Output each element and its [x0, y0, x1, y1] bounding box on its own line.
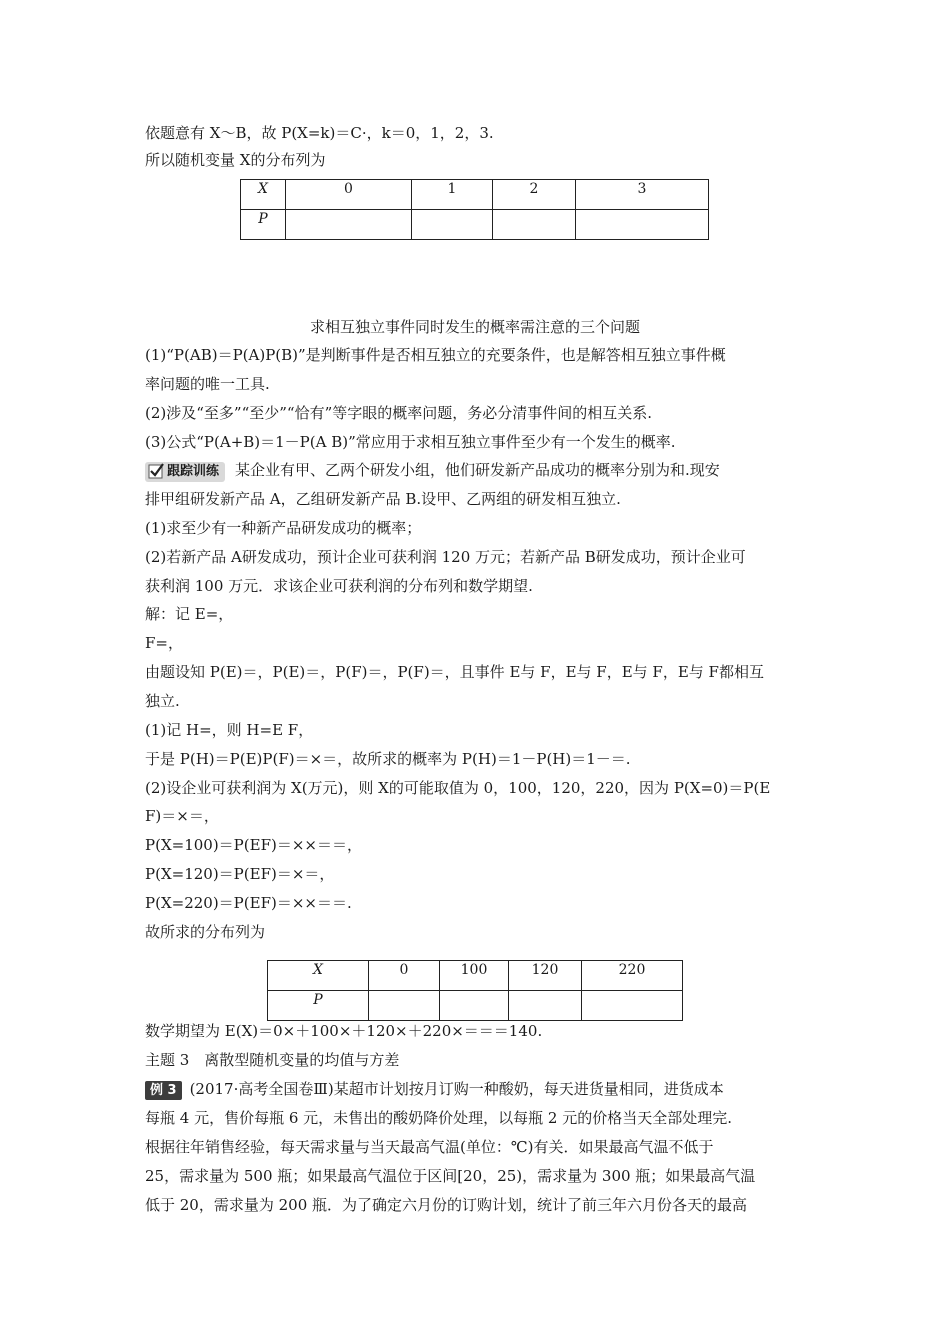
example-badge: 例 3 — [145, 1081, 182, 1100]
text-line: (1)“P(AB)＝P(A)P(B)”是判断事件是否相互独立的充要条件，也是解答相互独立事件概 — [145, 346, 726, 364]
text-line: (1)记 H=，则 H=E F， — [145, 721, 314, 739]
text-line: (2)设企业可获利润为 X(万元)，则 X的可能取值为 0，100，120，220，因为 P(X=0)＝P(E — [145, 779, 771, 797]
follow-training-label: 跟踪训练 — [167, 464, 220, 479]
text-line: F)＝×＝， — [145, 807, 219, 825]
text-line: 于是 P(H)＝P(E)P(F)＝×＝，故所求的概率为 P(H)＝1－P(H)＝1－＝. — [145, 750, 631, 768]
table-cell: 1 — [412, 180, 493, 210]
distribution-table-1 — [240, 179, 709, 240]
text-line: (2)若新产品 A研发成功，预计企业可获利润 120 万元；若新产品 B研发成功，预计企业可 — [145, 548, 746, 566]
table-cell: 0 — [369, 961, 440, 991]
text-line: F=， — [145, 634, 183, 652]
follow-training-badge — [145, 462, 225, 482]
text-line: P(X=220)＝P(EF)＝××＝＝. — [145, 894, 352, 912]
text-span: 某企业有甲、乙两个研发小组，他们研发新产品成功的概率分别为和.现安 — [235, 461, 720, 479]
table-cell — [509, 991, 582, 1021]
text-line: 获利润 100 万元．求该企业可获利润的分布列和数学期望. — [145, 577, 533, 595]
checkmark-icon — [148, 463, 164, 479]
text-line: (1)求至少有一种新产品研发成功的概率； — [145, 519, 422, 537]
table-cell — [286, 210, 412, 240]
text-line: 排甲组研发新产品 A，乙组研发新产品 B.设甲、乙两组的研发相互独立. — [145, 490, 621, 508]
table-cell: 3 — [576, 180, 709, 210]
table-cell: 220 — [582, 961, 683, 991]
table-cell: 100 — [440, 961, 509, 991]
table-cell — [576, 210, 709, 240]
text-line: 根据往年销售经验，每天需求量与当天最高气温(单位：℃)有关．如果最高气温不低于 — [145, 1138, 714, 1156]
text-line — [145, 460, 720, 482]
text-line — [145, 1079, 724, 1100]
table-cell: 120 — [509, 961, 582, 991]
table-cell: X — [241, 180, 286, 210]
table-cell — [369, 991, 440, 1021]
text-span: (2017·高考全国卷Ⅲ)某超市计划按月订购一种酸奶，每天进货量相同，进货成本 — [189, 1080, 724, 1098]
table-cell: 0 — [286, 180, 412, 210]
text-line: (3)公式“P(A+B)＝1－P(A B)”常应用于求相互独立事件至少有一个发生的概率. — [145, 433, 676, 451]
table-cell — [412, 210, 493, 240]
table-cell — [582, 991, 683, 1021]
text-line: 每瓶 4 元，售价每瓶 6 元，未售出的酸奶降价处理，以每瓶 2 元的价格当天全部处理完. — [145, 1109, 733, 1127]
topic-heading: 主题 3 离散型随机变量的均值与方差 — [145, 1051, 400, 1069]
text-line: 故所求的分布列为 — [145, 923, 266, 941]
text-line: 解：记 E=， — [145, 605, 234, 623]
text-line: P(X=100)＝P(EF)＝××＝＝， — [145, 836, 362, 854]
table-cell: P — [268, 991, 369, 1021]
text-line: (2)涉及“至多”“至少”“恰有”等字眼的概率问题，务必分清事件间的相互关系. — [145, 404, 653, 422]
text-line: 数学期望为 E(X)＝0×＋100×＋120×＋220×＝＝＝140. — [145, 1022, 543, 1040]
text-line: P(X=120)＝P(EF)＝×＝， — [145, 865, 335, 883]
text-line: 低于 20，需求量为 200 瓶．为了确定六月份的订购计划，统计了前三年六月份各天的最高 — [145, 1196, 748, 1214]
text-line: 独立. — [145, 692, 180, 710]
table-cell: X — [268, 961, 369, 991]
distribution-table-2 — [267, 960, 683, 1021]
table-cell — [440, 991, 509, 1021]
text-line: 由题设知 P(E)＝，P(E)＝，P(F)＝，P(F)＝，且事件 E与 F，E与 F，E与 F，E与 F都相互 — [145, 663, 764, 681]
table-cell: 2 — [493, 180, 576, 210]
text-line: 依题意有 X～B，故 P(X=k)＝C·，k＝0，1，2，3. — [145, 124, 494, 142]
section-heading: 求相互独立事件同时发生的概率需注意的三个问题 — [309, 318, 640, 336]
text-line: 所以随机变量 X的分布列为 — [145, 151, 326, 169]
table-cell: P — [241, 210, 286, 240]
text-line: 25，需求量为 500 瓶；如果最高气温位于区间[20，25)，需求量为 300 瓶；如果最高气温 — [145, 1167, 756, 1185]
text-line: 率问题的唯一工具. — [145, 375, 270, 393]
table-cell — [493, 210, 576, 240]
